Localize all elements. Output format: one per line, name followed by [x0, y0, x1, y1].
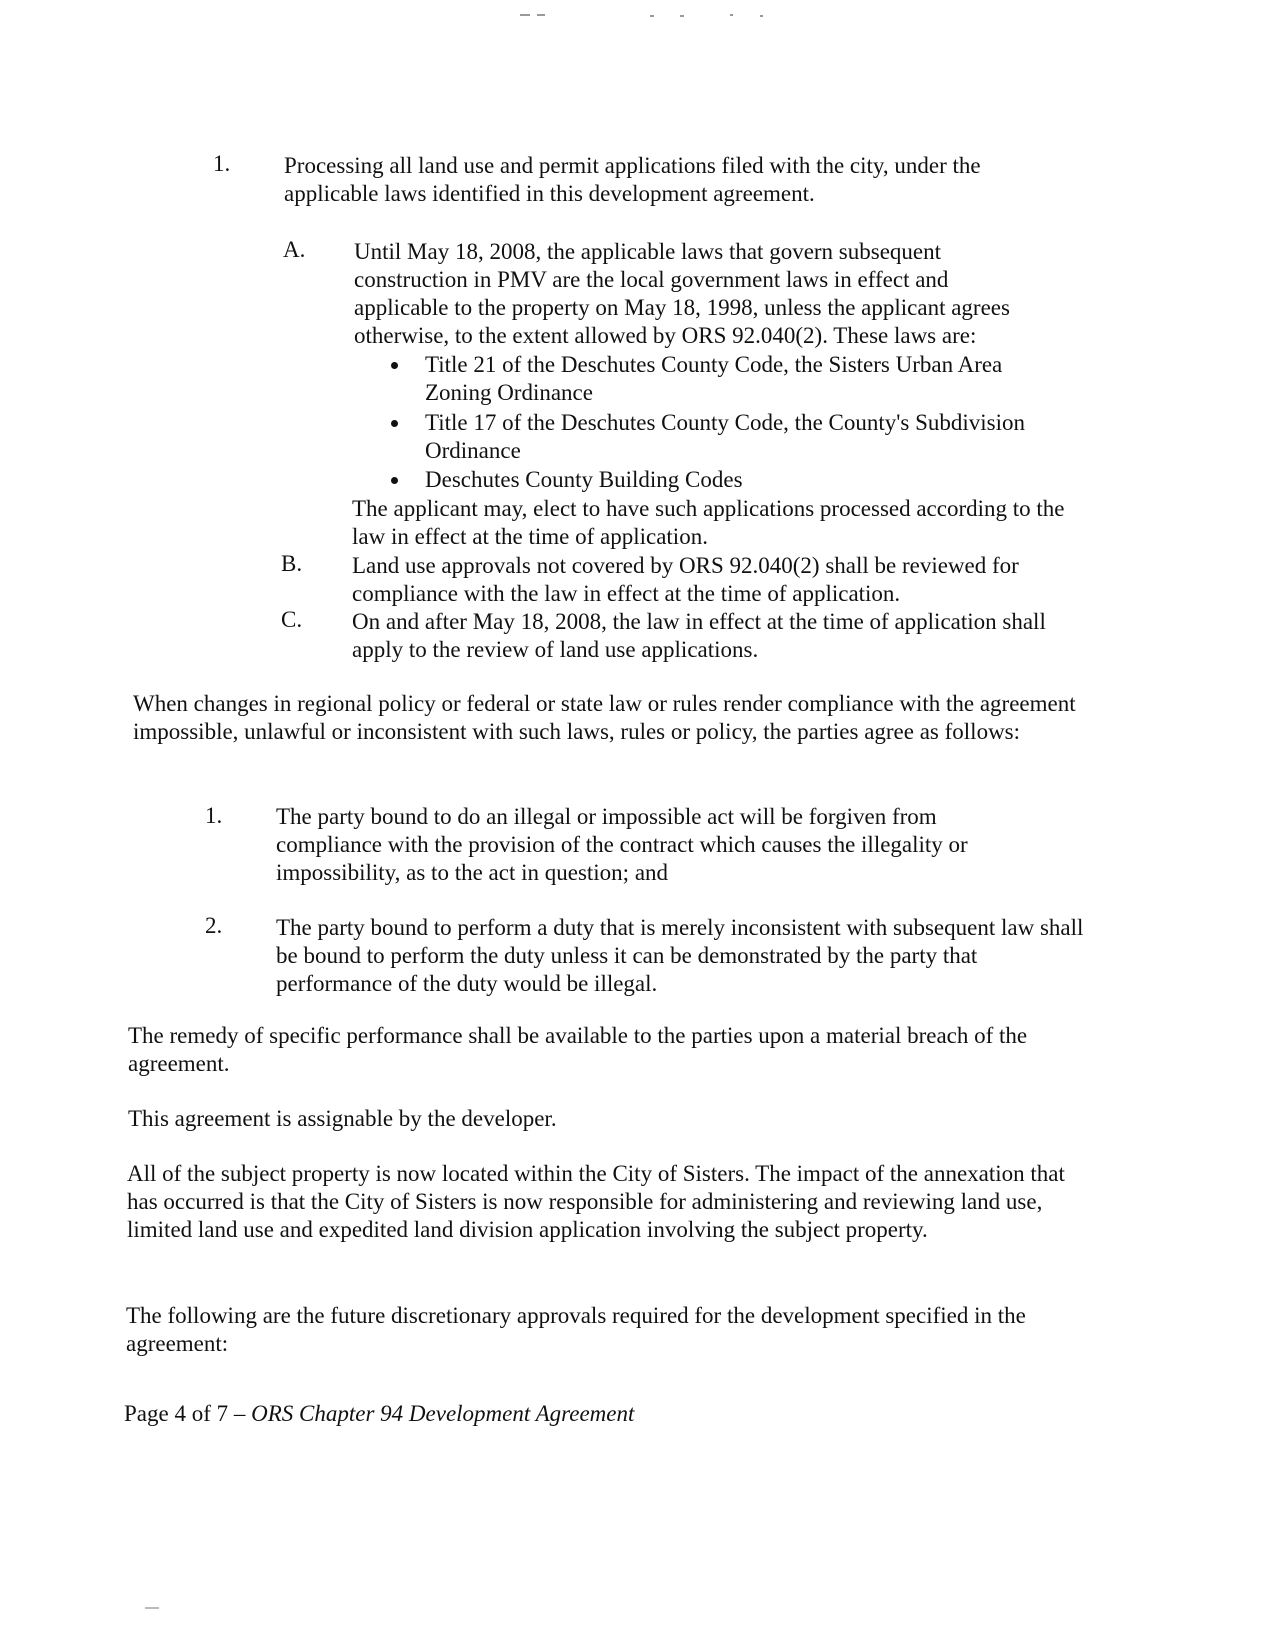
scan-artifact [145, 1607, 159, 1609]
changes-paragraph: When changes in regional policy or federal or state law or rules render compliance with the agreement impossible, unlawful or inconsistent with such laws, rules or policy, the parties agree as follows: [133, 691, 1076, 744]
scan-artifact [650, 15, 654, 17]
assignable-paragraph: This agreement is assignable by the developer. [128, 1106, 557, 1131]
remedy-paragraph: The remedy of specific performance shall be available to the parties upon a material breach of the agreement. [128, 1023, 1028, 1076]
scan-artifact [537, 14, 545, 16]
bullet-item: Title 21 of the Deschutes County Code, the Sisters Urban Area Zoning Ordinance [425, 352, 1003, 405]
sub-label-a: A. [283, 237, 306, 262]
sub-a-after-text: The applicant may, elect to have such applications processed according to the law in effect at the time of application. [352, 496, 1065, 549]
item-number: 1. [213, 151, 231, 176]
changes-item-number: 2. [205, 913, 223, 938]
approvals-paragraph: The following are the future discretionary approvals required for the development specified in the agreement: [126, 1303, 1026, 1356]
bullet-icon [391, 362, 398, 369]
bullet-icon [391, 477, 398, 484]
page-number: Page 4 of 7 – [124, 1401, 252, 1426]
bullet-icon [391, 420, 398, 427]
scan-artifact [520, 14, 530, 16]
changes-item-text: The party bound to do an illegal or impossible act will be forgiven from compliance with the provision of the contract which causes the illegality or impossibility, as to the act in question; and [276, 804, 968, 885]
scan-artifact [760, 15, 763, 17]
page-footer [124, 1400, 924, 1428]
document-title: ORS Chapter 94 Development Agreement [251, 1401, 635, 1426]
sub-label-c: C. [281, 607, 303, 632]
sub-label-b: B. [281, 551, 303, 576]
changes-item-text: The party bound to perform a duty that is merely inconsistent with subsequent law shall be bound to perform the duty unless it can be demonstrated by the party that performance of the duty would be illegal. [276, 915, 1084, 996]
annexation-paragraph: All of the subject property is now located within the City of Sisters. The impact of the annexation that has occurred is that the City of Sisters is now responsible for administering and reviewing land use, limited land use and expedited land division application involving the subject property. [127, 1161, 1065, 1242]
scan-artifact [730, 14, 733, 16]
bullet-item: Title 17 of the Deschutes County Code, the County's Subdivision Ordinance [425, 410, 1026, 463]
sub-a-text: Until May 18, 2008, the applicable laws that govern subsequent construction in PMV are the local government laws in effect and applicable to the property on May 18, 1998, unless the applicant agrees otherwise, to the extent allowed by ORS 92.040(2). These laws are: [354, 239, 1010, 348]
changes-item-number: 1. [205, 803, 223, 828]
item-text: Processing all land use and permit applications filed with the city, under the applicable laws identified in this development agreement. [284, 153, 981, 206]
scan-artifact [680, 15, 684, 17]
sub-c-text: On and after May 18, 2008, the law in effect at the time of application shall apply to the review of land use applications. [352, 609, 1046, 662]
bullet-item: Deschutes County Building Codes [425, 467, 743, 492]
sub-b-text: Land use approvals not covered by ORS 92.040(2) shall be reviewed for compliance with the law in effect at the time of application. [352, 553, 1019, 606]
